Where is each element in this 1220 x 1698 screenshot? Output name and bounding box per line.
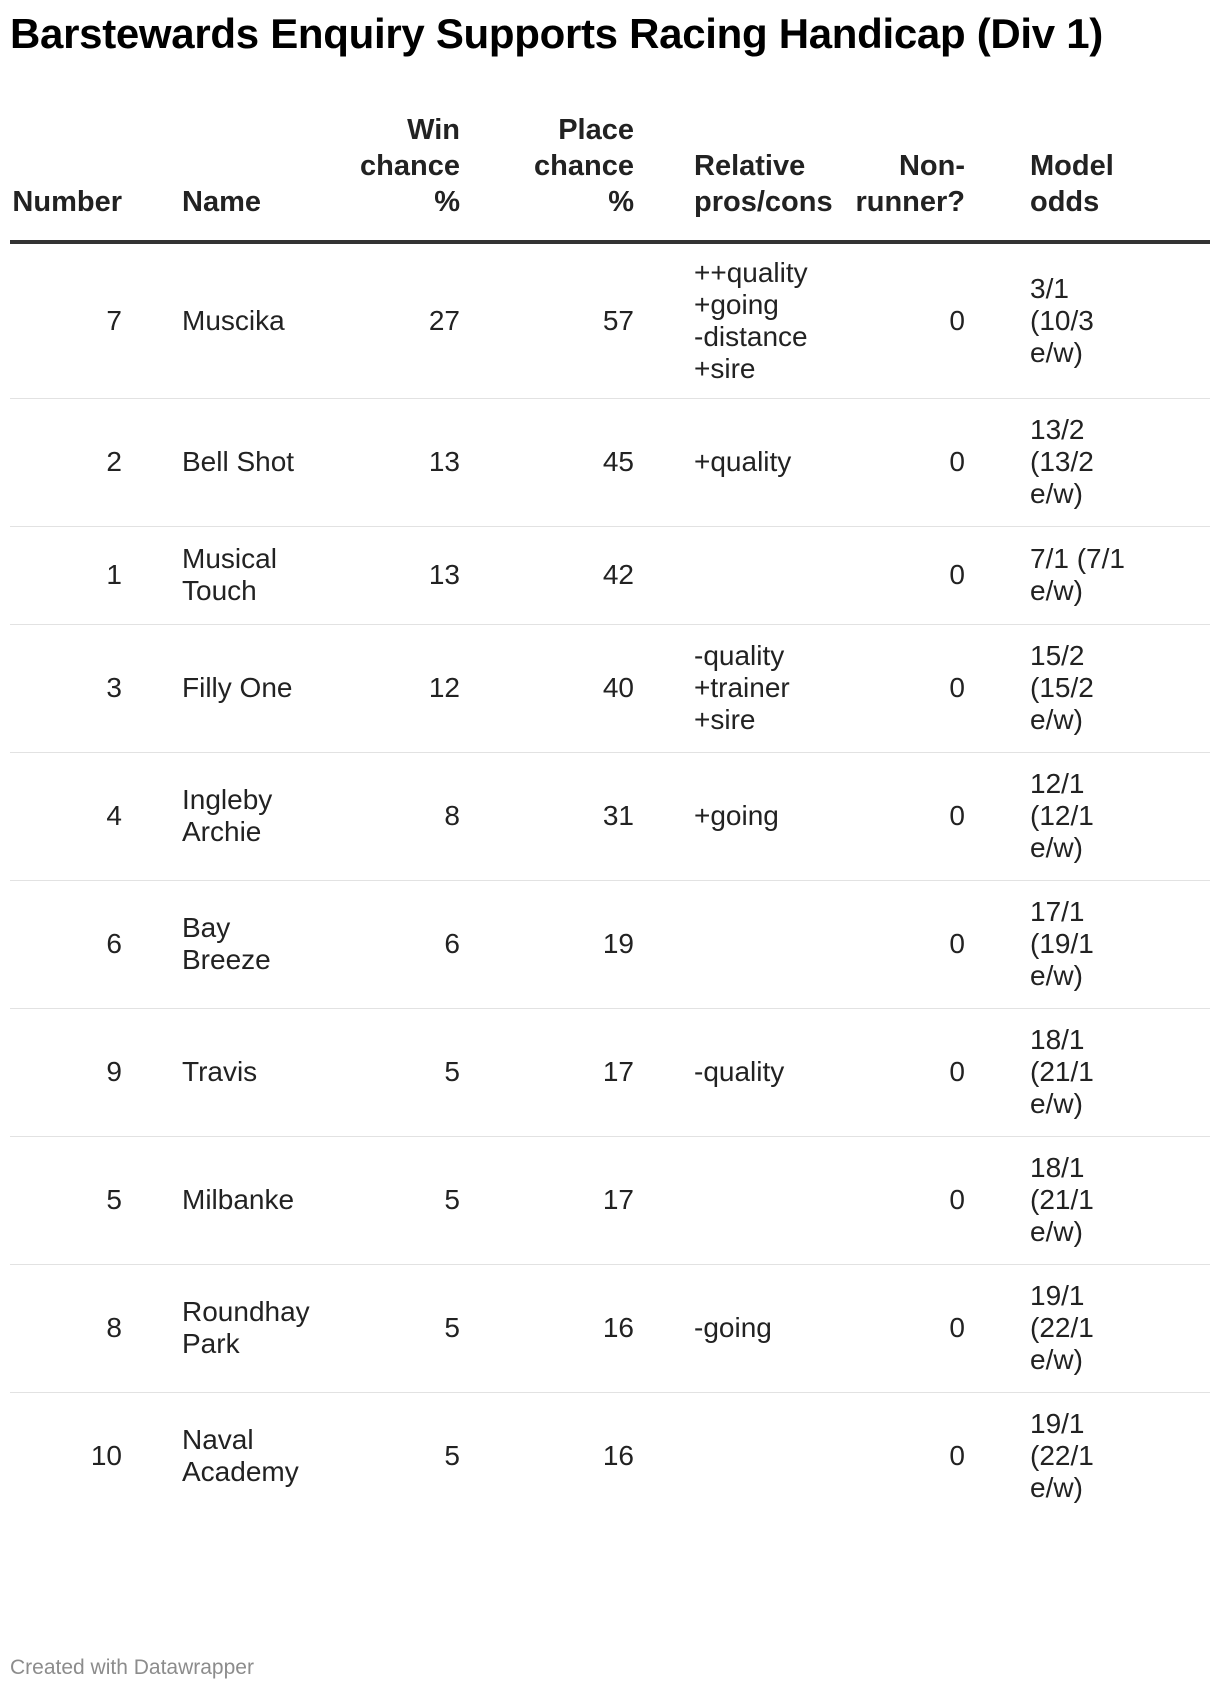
- model-odds-cell: [965, 1008, 1210, 1136]
- win-chance-cell: 5: [296, 1008, 460, 1136]
- number-cell: 4: [10, 752, 122, 880]
- table-row: [10, 1008, 1210, 1136]
- model-odds-cell-line: 18/1: [1030, 1024, 1085, 1055]
- place-chance-cell: 17: [460, 1136, 634, 1264]
- place-chance-cell: 45: [460, 398, 634, 526]
- model-odds-cell-line: 13/2: [1030, 414, 1085, 445]
- place-chance-cell: 19: [460, 880, 634, 1008]
- name-cell: [122, 880, 296, 1008]
- number-cell: 9: [10, 1008, 122, 1136]
- pros-cons-cell: [634, 1008, 837, 1136]
- model-odds-cell-line: 18/1: [1030, 1152, 1085, 1183]
- pros-cons-cell-line: +sire: [694, 352, 756, 384]
- place-chance-cell: 31: [460, 752, 634, 880]
- model-odds-cell-line: e/w): [1030, 1088, 1083, 1119]
- pros-cons-cell-line: +quality: [694, 446, 792, 477]
- model-odds-cell: [965, 1136, 1210, 1264]
- non-runner-cell: 0: [837, 624, 965, 752]
- table-row: [10, 526, 1210, 624]
- name-cell-line: Breeze: [182, 944, 271, 975]
- pros-cons-cell-line: +trainer: [694, 672, 790, 703]
- table-row: [10, 752, 1210, 880]
- pros-cons-cell: [634, 242, 837, 398]
- table-row: [10, 624, 1210, 752]
- model-odds-cell: [965, 624, 1210, 752]
- non-runner-cell: 0: [837, 1008, 965, 1136]
- non-runner-cell: 0: [837, 752, 965, 880]
- model-odds-cell-line: e/w): [1030, 336, 1083, 368]
- model-odds-header: [965, 112, 1210, 242]
- model-odds-cell-line: (22/1: [1030, 1312, 1094, 1343]
- non-runner-cell: 0: [837, 398, 965, 526]
- header-text: Relative: [694, 150, 806, 182]
- model-odds-cell-line: e/w): [1030, 960, 1083, 991]
- name-cell-line: Milbanke: [182, 1184, 295, 1215]
- number-cell: 6: [10, 880, 122, 1008]
- model-odds-cell: [965, 242, 1210, 398]
- name-cell-line: Travis: [182, 1056, 258, 1087]
- name-cell-line: Ingleby: [182, 784, 273, 815]
- name-cell: [122, 526, 296, 624]
- name-cell-line: Naval: [182, 1424, 254, 1456]
- name-cell: [122, 1392, 299, 1520]
- place-chance-cell: 16: [602, 1440, 634, 1472]
- header-text: Non-: [898, 150, 965, 182]
- place-chance-header: [460, 112, 634, 242]
- model-odds-cell: [965, 752, 1210, 880]
- model-odds-cell-line: (15/2: [1030, 672, 1094, 703]
- non-runner-cell: 0: [837, 1136, 965, 1264]
- number-cell: 8: [10, 1264, 122, 1392]
- model-odds-cell-line: (12/1: [1030, 800, 1094, 831]
- name-cell-line: Archie: [182, 816, 262, 847]
- name-cell: [122, 242, 296, 398]
- pros-cons-cell-line: -quality: [694, 640, 785, 671]
- model-odds-cell-line: e/w): [1030, 478, 1083, 509]
- place-chance-cell: 42: [460, 526, 634, 624]
- name-cell-line: Park: [182, 1328, 240, 1359]
- number-cell: 5: [10, 1136, 122, 1264]
- non-runner-cell: 0: [837, 526, 965, 624]
- name-header: [122, 112, 296, 242]
- pros-cons-cell: [634, 624, 837, 752]
- odds-table: [10, 112, 1210, 1520]
- table-row: [10, 1136, 1210, 1264]
- place-chance-cell: 17: [460, 1008, 634, 1136]
- model-odds-cell: [965, 398, 1210, 526]
- name-cell-line: Bell Shot: [182, 446, 295, 477]
- footer-credit: Created with Datawrapper: [10, 1656, 254, 1679]
- pros-cons-cell-line: -distance: [694, 320, 808, 352]
- win-chance-cell: 13: [296, 398, 460, 526]
- model-odds-cell-line: e/w): [1030, 704, 1083, 735]
- non-runner-header: [837, 112, 965, 242]
- non-runner-cell: 0: [949, 1440, 965, 1472]
- win-chance-header: [296, 112, 460, 242]
- model-odds-cell-line: 19/1: [1030, 1408, 1085, 1440]
- header-text: %: [434, 186, 460, 218]
- table-row: [10, 880, 1210, 1008]
- name-cell-line: Filly One: [182, 672, 293, 703]
- pros-cons-cell-line: ++quality: [694, 256, 808, 288]
- pros-cons-cell: [634, 398, 837, 526]
- model-odds-cell-line: 3/1: [1030, 272, 1069, 304]
- model-odds-cell-line: 7/1 (7/1: [1030, 543, 1125, 574]
- header-text: chance: [534, 150, 634, 182]
- header-text: Number: [12, 186, 122, 218]
- table-header: [10, 112, 1210, 242]
- number-cell: 3: [10, 624, 122, 752]
- model-odds-cell-line: (19/1: [1030, 928, 1094, 959]
- place-chance-cell: 57: [460, 242, 634, 398]
- pros-cons-cell-line: +going: [694, 800, 779, 831]
- win-chance-cell: 8: [296, 752, 460, 880]
- table-row: [10, 242, 1210, 398]
- model-odds-cell: [965, 526, 1210, 624]
- header-text: Name: [182, 186, 261, 218]
- model-odds-cell-line: 12/1: [1030, 768, 1085, 799]
- header-text: Win: [407, 114, 460, 146]
- name-cell: [122, 1136, 296, 1264]
- header-text: pros/cons: [694, 186, 833, 218]
- pros-cons-cell: [634, 1136, 837, 1264]
- pros-cons-cell: [634, 880, 837, 1008]
- header-text: Model: [1030, 150, 1114, 182]
- number-cell: 2: [10, 398, 122, 526]
- name-cell: [122, 752, 296, 880]
- name-cell: [122, 1264, 310, 1392]
- number-cell: 10: [90, 1440, 122, 1472]
- place-chance-cell: 16: [460, 1264, 634, 1392]
- name-cell: [122, 1008, 296, 1136]
- table-row: [10, 1392, 1210, 1520]
- win-chance-cell: 5: [444, 1440, 460, 1472]
- model-odds-cell-line: 17/1: [1030, 896, 1085, 927]
- pros-cons-cell-line: +sire: [694, 704, 756, 735]
- pros-cons-cell-line: -quality: [694, 1056, 785, 1087]
- win-chance-cell: 27: [296, 242, 460, 398]
- name-cell-line: Musical: [182, 543, 277, 574]
- pros-cons-cell: [634, 526, 837, 624]
- model-odds-cell-line: e/w): [1030, 1472, 1083, 1504]
- chart-title: Barstewards Enquiry Supports Racing Handicap (Div 1): [10, 10, 1103, 57]
- name-cell: [122, 398, 296, 526]
- model-odds-cell-line: (21/1: [1030, 1184, 1094, 1215]
- model-odds-cell: [965, 880, 1210, 1008]
- model-odds-cell-line: e/w): [1030, 575, 1083, 606]
- pros-cons-cell: [634, 752, 837, 880]
- place-chance-cell: 40: [460, 624, 634, 752]
- pros-cons-cell-line: -going: [694, 1312, 772, 1343]
- model-odds-cell: [965, 1264, 1210, 1392]
- non-runner-cell: 0: [837, 242, 965, 398]
- win-chance-cell: 5: [296, 1264, 460, 1392]
- pros-cons-cell: [634, 1392, 837, 1520]
- win-chance-cell: 6: [296, 880, 460, 1008]
- header-text: Place: [558, 114, 634, 146]
- name-cell: [122, 624, 296, 752]
- model-odds-cell-line: (22/1: [1030, 1440, 1094, 1472]
- win-chance-cell: 12: [296, 624, 460, 752]
- model-odds-cell-line: (21/1: [1030, 1056, 1094, 1087]
- model-odds-cell-line: 19/1: [1030, 1280, 1085, 1311]
- table-row: [10, 1264, 1210, 1392]
- name-cell-line: Roundhay: [182, 1296, 310, 1327]
- non-runner-cell: 0: [837, 880, 965, 1008]
- header-text: chance: [360, 150, 460, 182]
- model-odds-cell-line: (10/3: [1030, 304, 1094, 336]
- pros-cons-cell-line: +going: [694, 288, 779, 320]
- number-cell: 7: [10, 242, 122, 398]
- non-runner-cell: 0: [837, 1264, 965, 1392]
- table-body: [10, 242, 1210, 1520]
- model-odds-cell-line: e/w): [1030, 1344, 1083, 1375]
- model-odds-cell-line: (13/2: [1030, 446, 1094, 477]
- win-chance-cell: 5: [296, 1136, 460, 1264]
- pros-cons-cell: [634, 1264, 837, 1392]
- number-header: [10, 112, 122, 242]
- win-chance-cell: 13: [296, 526, 460, 624]
- header-text: runner?: [855, 186, 965, 218]
- name-cell-line: Bay: [182, 912, 231, 943]
- model-odds-cell: [965, 1392, 1210, 1520]
- model-odds-cell-line: 15/2: [1030, 640, 1085, 671]
- model-odds-cell-line: e/w): [1030, 1216, 1083, 1247]
- model-odds-cell-line: e/w): [1030, 832, 1083, 863]
- number-cell: 1: [10, 526, 122, 624]
- name-cell-line: Academy: [182, 1456, 299, 1488]
- header-text: odds: [1030, 186, 1100, 218]
- name-cell-line: Muscika: [182, 304, 285, 336]
- pros-cons-header: [634, 112, 837, 242]
- name-cell-line: Touch: [182, 575, 257, 606]
- header-text: %: [608, 186, 634, 218]
- header-row: [10, 112, 1210, 242]
- table-row: [10, 398, 1210, 526]
